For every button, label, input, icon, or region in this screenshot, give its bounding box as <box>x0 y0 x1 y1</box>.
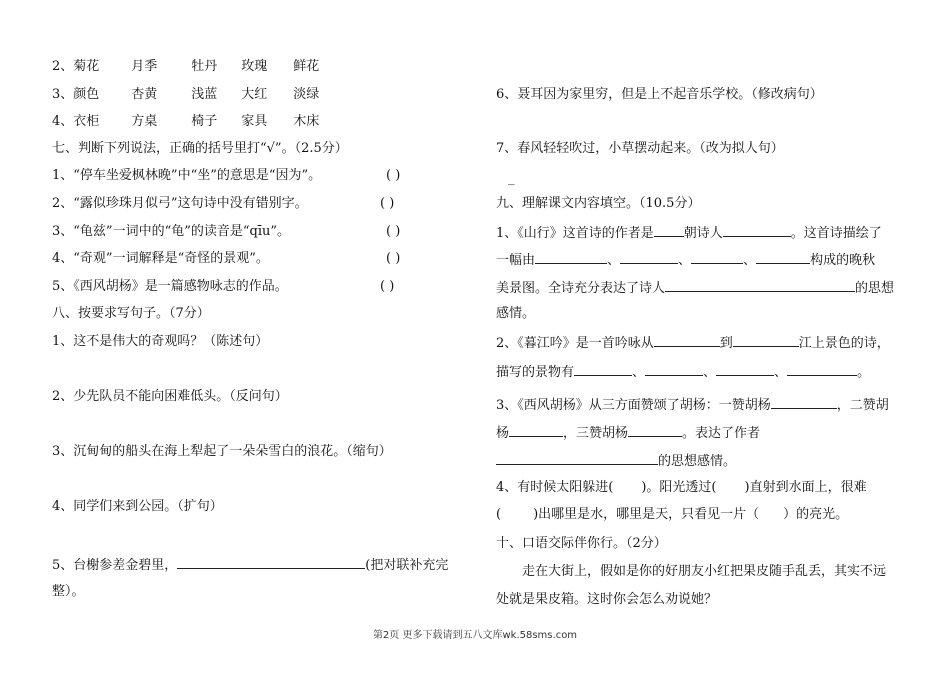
fill-3-line-1 <box>496 395 889 415</box>
word-row-2 <box>52 58 319 76</box>
answer-blank[interactable] <box>756 250 810 264</box>
word: 颜色 <box>73 87 100 102</box>
row-number: 3、 <box>52 87 74 102</box>
judge-item-4 <box>52 250 401 268</box>
text: ，三赞胡杨 <box>563 426 629 441</box>
answer-blank[interactable] <box>509 423 563 437</box>
q5-suffix: (把对联补充完 <box>365 558 449 573</box>
fill-1-line-2 <box>496 250 875 270</box>
text: 描写的景物有 <box>496 365 575 380</box>
text: 的思想 <box>855 281 895 296</box>
word: 牡丹 <box>191 59 218 74</box>
text: 、 <box>703 365 717 380</box>
sentence-q5 <box>52 555 448 575</box>
answer-blank[interactable] <box>654 223 684 237</box>
text: 2、《暮江吟》是一首吟咏从 <box>496 336 654 351</box>
judge-text: 1、“停车坐爱枫林晚”中“坐”的意思是“因为”。 <box>52 168 322 183</box>
answer-paren[interactable]: ( ) <box>380 196 395 211</box>
word: 椅子 <box>191 114 218 129</box>
fill-2-line-1 <box>496 333 890 353</box>
answer-blank[interactable] <box>177 555 365 569</box>
word: 玫瑰 <box>241 59 268 74</box>
sentence-q1: 1、这不是伟大的奇观吗？（陈述句） <box>52 334 269 349</box>
answer-blank[interactable] <box>628 423 682 437</box>
text: ( <box>496 507 502 522</box>
answer-blank[interactable] <box>771 395 837 409</box>
word: 家具 <box>241 114 268 129</box>
fill-1-line-4: 感情。 <box>496 306 536 321</box>
judge-item-3 <box>52 223 401 241</box>
section-9-title: 九、理解课文内容填空。（10.5分） <box>496 196 701 211</box>
sentence-q3: 3、沉甸甸的船头在海上犁起了一朵朵雪白的浪花。（缩句） <box>52 444 392 459</box>
answer-blank[interactable] <box>691 250 743 264</box>
q5-prefix: 5、台榭参差金碧里， <box>52 558 178 573</box>
sentence-q2: 2、少先队员不能向困难低头。（反问句） <box>52 389 288 404</box>
word: 杏黄 <box>131 87 158 102</box>
text: 4、有时候太阳躲进( <box>496 480 614 495</box>
page-footer: 第2页 更多下载请到五八文库wk.58sms.com <box>372 630 578 641</box>
answer-blank[interactable] <box>665 278 855 292</box>
word: 月季 <box>131 59 158 74</box>
section-7-title: 七、判断下列说法，正确的括号里打“√”。（2.5分） <box>52 141 348 156</box>
text: 、 <box>774 365 788 380</box>
text: ，二赞胡 <box>836 398 889 413</box>
word: 木床 <box>293 114 320 129</box>
judge-item-5 <box>52 278 395 296</box>
word: 衣柜 <box>73 114 100 129</box>
fill-2-line-2 <box>496 362 870 382</box>
answer-blank[interactable] <box>654 333 720 347</box>
text: 一幅由 <box>496 253 536 268</box>
fill-3-line-2 <box>496 423 760 443</box>
sentence-q7: 7、春风轻轻吹过，小草摆动起来。（改为拟人句） <box>496 141 784 156</box>
answer-blank[interactable] <box>787 362 857 376</box>
text: ）的亮光。 <box>783 507 849 522</box>
text: )。阳光透过( <box>641 480 717 495</box>
answer-blank[interactable] <box>723 223 791 237</box>
text: 1、《山行》这首诗的作者是 <box>496 226 654 241</box>
sentence-q4: 4、同学们来到公园。（扩句） <box>52 499 223 514</box>
answer-blank[interactable] <box>496 451 658 465</box>
text: 。表达了作者 <box>682 426 761 441</box>
fill-1-line-3 <box>496 278 894 298</box>
word: 鲜花 <box>293 59 320 74</box>
answer-blank[interactable] <box>535 250 607 264</box>
judge-item-1 <box>52 167 401 185</box>
sentence-q5-end: 整）。 <box>52 584 85 599</box>
answer-blank[interactable] <box>645 362 703 376</box>
judge-item-2 <box>52 195 395 213</box>
answer-blank[interactable] <box>574 362 632 376</box>
fill-1-line-1 <box>496 223 882 243</box>
word: 大红 <box>241 87 268 102</box>
text: 、 <box>678 253 692 268</box>
text: 到 <box>719 336 733 351</box>
judge-text: 4、“奇观”一词解释是“奇怪的景观”。 <box>52 251 269 266</box>
answer-blank[interactable] <box>620 250 678 264</box>
section-10-para-2: 处就是果皮箱。这时你会怎么劝说她？ <box>496 592 718 607</box>
answer-paren[interactable]: ( ) <box>386 168 401 183</box>
fill-3-line-3 <box>496 451 736 471</box>
text: 杨 <box>496 426 510 441</box>
answer-blank[interactable] <box>733 333 799 347</box>
judge-text: 3、“龟兹”一词中的“龟”的读音是“qīu”。 <box>52 224 290 239</box>
text: 构成的晚秋 <box>810 253 876 268</box>
text: 、 <box>632 365 646 380</box>
section-10-title: 十、口语交际伴你行。（2分） <box>496 536 667 551</box>
judge-text: 5、《西风胡杨》是一篇感物咏志的作品。 <box>52 279 288 294</box>
judge-text: 2、“露似珍珠月似弓”这句诗中没有错别字。 <box>52 196 308 211</box>
text: 美景图。全诗充分表达了诗人 <box>496 281 666 296</box>
text: 江上景色的诗， <box>798 336 890 351</box>
answer-paren[interactable]: ( ) <box>386 251 401 266</box>
word-row-3 <box>52 86 319 104</box>
answer-blank[interactable] <box>716 362 774 376</box>
text: 、 <box>607 253 621 268</box>
text: 的思想感情。 <box>658 454 737 469</box>
sentence-q6: 6、聂耳因为家里穷，但是上不起音乐学校。（修改病句） <box>496 87 823 102</box>
word: 方桌 <box>131 114 158 129</box>
word: 浅蓝 <box>191 87 218 102</box>
q7-mark: _ <box>508 171 515 186</box>
answer-paren[interactable]: ( ) <box>380 279 395 294</box>
text: 朝诗人 <box>683 226 723 241</box>
text: 。 <box>857 365 871 380</box>
word: 淡绿 <box>293 87 320 102</box>
text: )直射到水面上，很难 <box>744 480 867 495</box>
row-number: 4、 <box>52 114 74 129</box>
text: 。这首诗描绘了 <box>790 226 882 241</box>
answer-paren[interactable]: ( ) <box>386 224 401 239</box>
text: 、 <box>743 253 757 268</box>
text: )出哪里是水，哪里是天，只看见一片（ <box>533 507 760 522</box>
word-row-4 <box>52 113 319 131</box>
row-number: 2、 <box>52 59 74 74</box>
text: 3、《西风胡杨》从三方面赞颂了胡杨：一赞胡杨 <box>496 398 771 413</box>
fill-4-line-1 <box>496 479 867 497</box>
word: 菊花 <box>73 59 100 74</box>
section-8-title: 八、按要求写句子。（7分） <box>52 306 210 321</box>
section-10-para-1: 走在大街上，假如是你的好朋友小红把果皮随手乱丢，其实不远 <box>522 564 887 579</box>
fill-4-line-2 <box>496 506 848 524</box>
